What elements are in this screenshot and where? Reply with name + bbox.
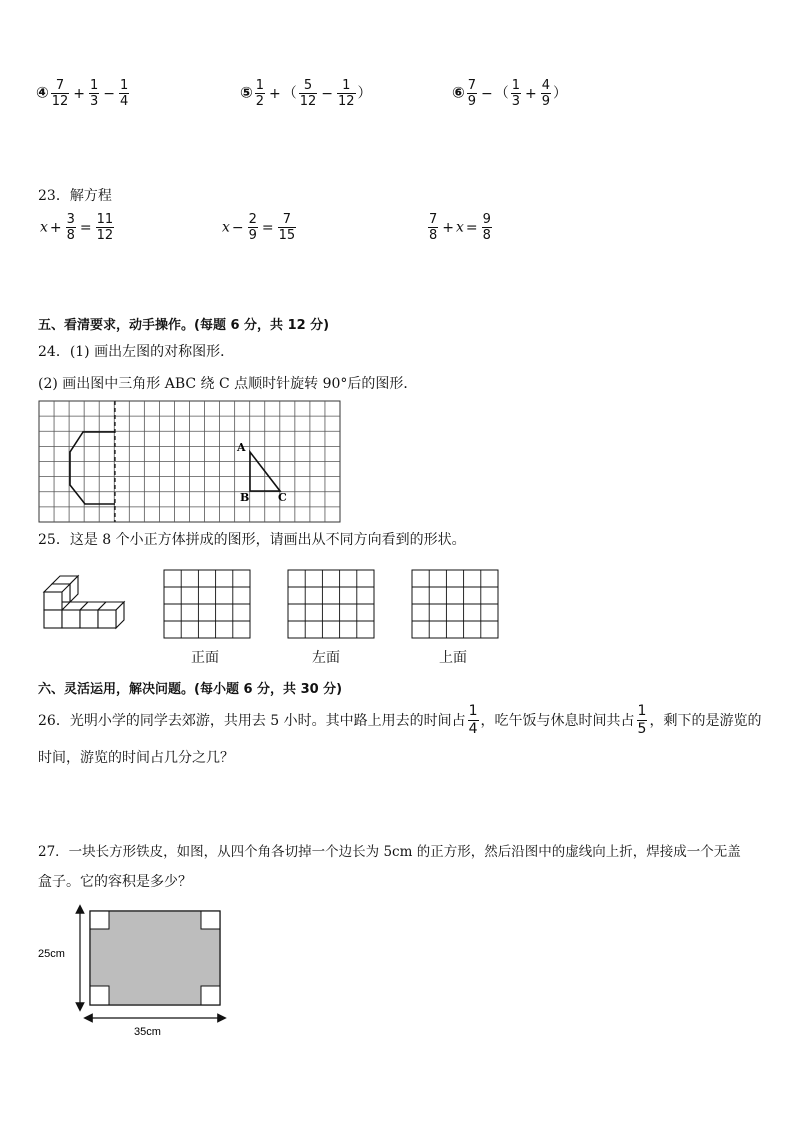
cube-face xyxy=(80,610,98,628)
equation-1: x + $\frac{3}{8}$ = $\frac{11}{12}$ xyxy=(40,212,114,243)
half-shape xyxy=(70,432,115,504)
label-a: A xyxy=(237,441,246,454)
expression-5: ⑤ $\frac{1}{2}$ + （ $\frac{5}{12}$ − $\frac{1}{12}$ ） xyxy=(240,78,372,109)
expression-4: ④ $\frac{7}{12}$ + $\frac{1}{3}$ − $\frac{1}{4}$ xyxy=(36,78,129,109)
fraction: $\frac{5}{12}$ xyxy=(299,78,317,109)
corner-cut xyxy=(90,911,109,929)
cube-face xyxy=(44,610,62,628)
fraction: $\frac{4}{9}$ xyxy=(541,78,551,109)
section-6-heading: 六、灵活运用，解决问题。(每小题 6 分，共 30 分) xyxy=(38,682,343,697)
item-number: ⑤ xyxy=(240,83,253,102)
question-24-line1: 24．(1) 画出左图的对称图形． xyxy=(38,344,235,360)
fraction: $\frac{1}{4}$ xyxy=(120,78,129,109)
cube-face xyxy=(62,610,80,628)
view-label-front: 正面 xyxy=(191,650,219,666)
item-number: ⑥ xyxy=(452,83,465,102)
fraction: $\frac{11}{12}$ xyxy=(96,212,114,243)
corner-cut xyxy=(90,986,109,1005)
question-23-title: 23．解方程 xyxy=(38,188,112,204)
expression-6: ⑥ $\frac{7}{9}$ − （ $\frac{1}{3}$ + $\frac{4}{9}$ ） xyxy=(452,78,568,109)
fraction: $\frac{1}{12}$ xyxy=(338,78,355,109)
fraction: $\frac{2}{9}$ xyxy=(248,212,257,243)
fraction: $\frac{7}{9}$ xyxy=(467,78,476,109)
fraction: $\frac{1}{3}$ xyxy=(511,78,520,109)
question-27-line2: 盒子。它的容积是多少？ xyxy=(38,874,192,890)
fraction: $\frac{1}{3}$ xyxy=(89,78,99,109)
cube-stack-figure xyxy=(40,570,126,634)
view-label-left: 左面 xyxy=(312,650,340,666)
question-27-line1: 27．一块长方形铁皮，如图，从四个角各切掉一个边长为 5cm 的正方形，然后沿图中的虚线向上折，焊接成一个无盖 xyxy=(38,844,741,860)
view-grid-top xyxy=(411,569,499,639)
question-25-text: 25．这是 8 个小正方体拼成的图形，请画出从不同方向看到的形状。 xyxy=(38,532,466,548)
fraction: $\frac{1}{2}$ xyxy=(255,78,264,109)
question-24-line2: (2) 画出图中三角形 ABC 绕 C 点顺时针旋转 90°后的图形． xyxy=(38,376,418,392)
equation-2: x − $\frac{2}{9}$ = $\frac{7}{15}$ xyxy=(222,212,296,243)
view-grid-front xyxy=(163,569,251,639)
view-grid-left xyxy=(287,569,375,639)
fraction: $\frac{7}{15}$ xyxy=(278,212,296,243)
fraction: $\frac{7}{12}$ xyxy=(51,78,69,109)
question-26-line1: 26．光明小学的同学去郊游，共用去 5 小时。其中路上用去的时间占 $\frac{1}{4}$ ，吃午饭与休息时间共占 $\frac{1}{5}$ ，剩下的是游览的 xyxy=(38,703,762,737)
fraction: $\frac{1}{4}$ xyxy=(468,703,478,737)
fraction: $\frac{9}{8}$ xyxy=(482,212,491,243)
cube-face xyxy=(98,610,116,628)
fraction: $\frac{3}{8}$ xyxy=(66,212,75,243)
label-b: B xyxy=(240,491,250,504)
width-label: 35cm xyxy=(134,1026,161,1038)
fraction: $\frac{7}{8}$ xyxy=(429,212,438,243)
view-label-top: 上面 xyxy=(439,650,467,666)
label-c: C xyxy=(278,491,287,504)
fraction: $\frac{1}{5}$ xyxy=(637,703,647,737)
corner-cut xyxy=(201,986,220,1005)
section-5-heading: 五、看清要求，动手操作。(每题 6 分，共 12 分) xyxy=(38,318,330,333)
equation-3: $\frac{7}{8}$ + x = $\frac{9}{8}$ xyxy=(429,212,491,243)
height-label: 25cm xyxy=(38,948,65,960)
corner-cut xyxy=(201,911,220,929)
question-26-line2: 时间，游览的时间占几分之几？ xyxy=(38,750,234,766)
grid-figure xyxy=(38,400,342,524)
item-number: ④ xyxy=(36,83,49,102)
cube-face xyxy=(44,592,62,610)
sheet-diagram xyxy=(36,900,236,1050)
